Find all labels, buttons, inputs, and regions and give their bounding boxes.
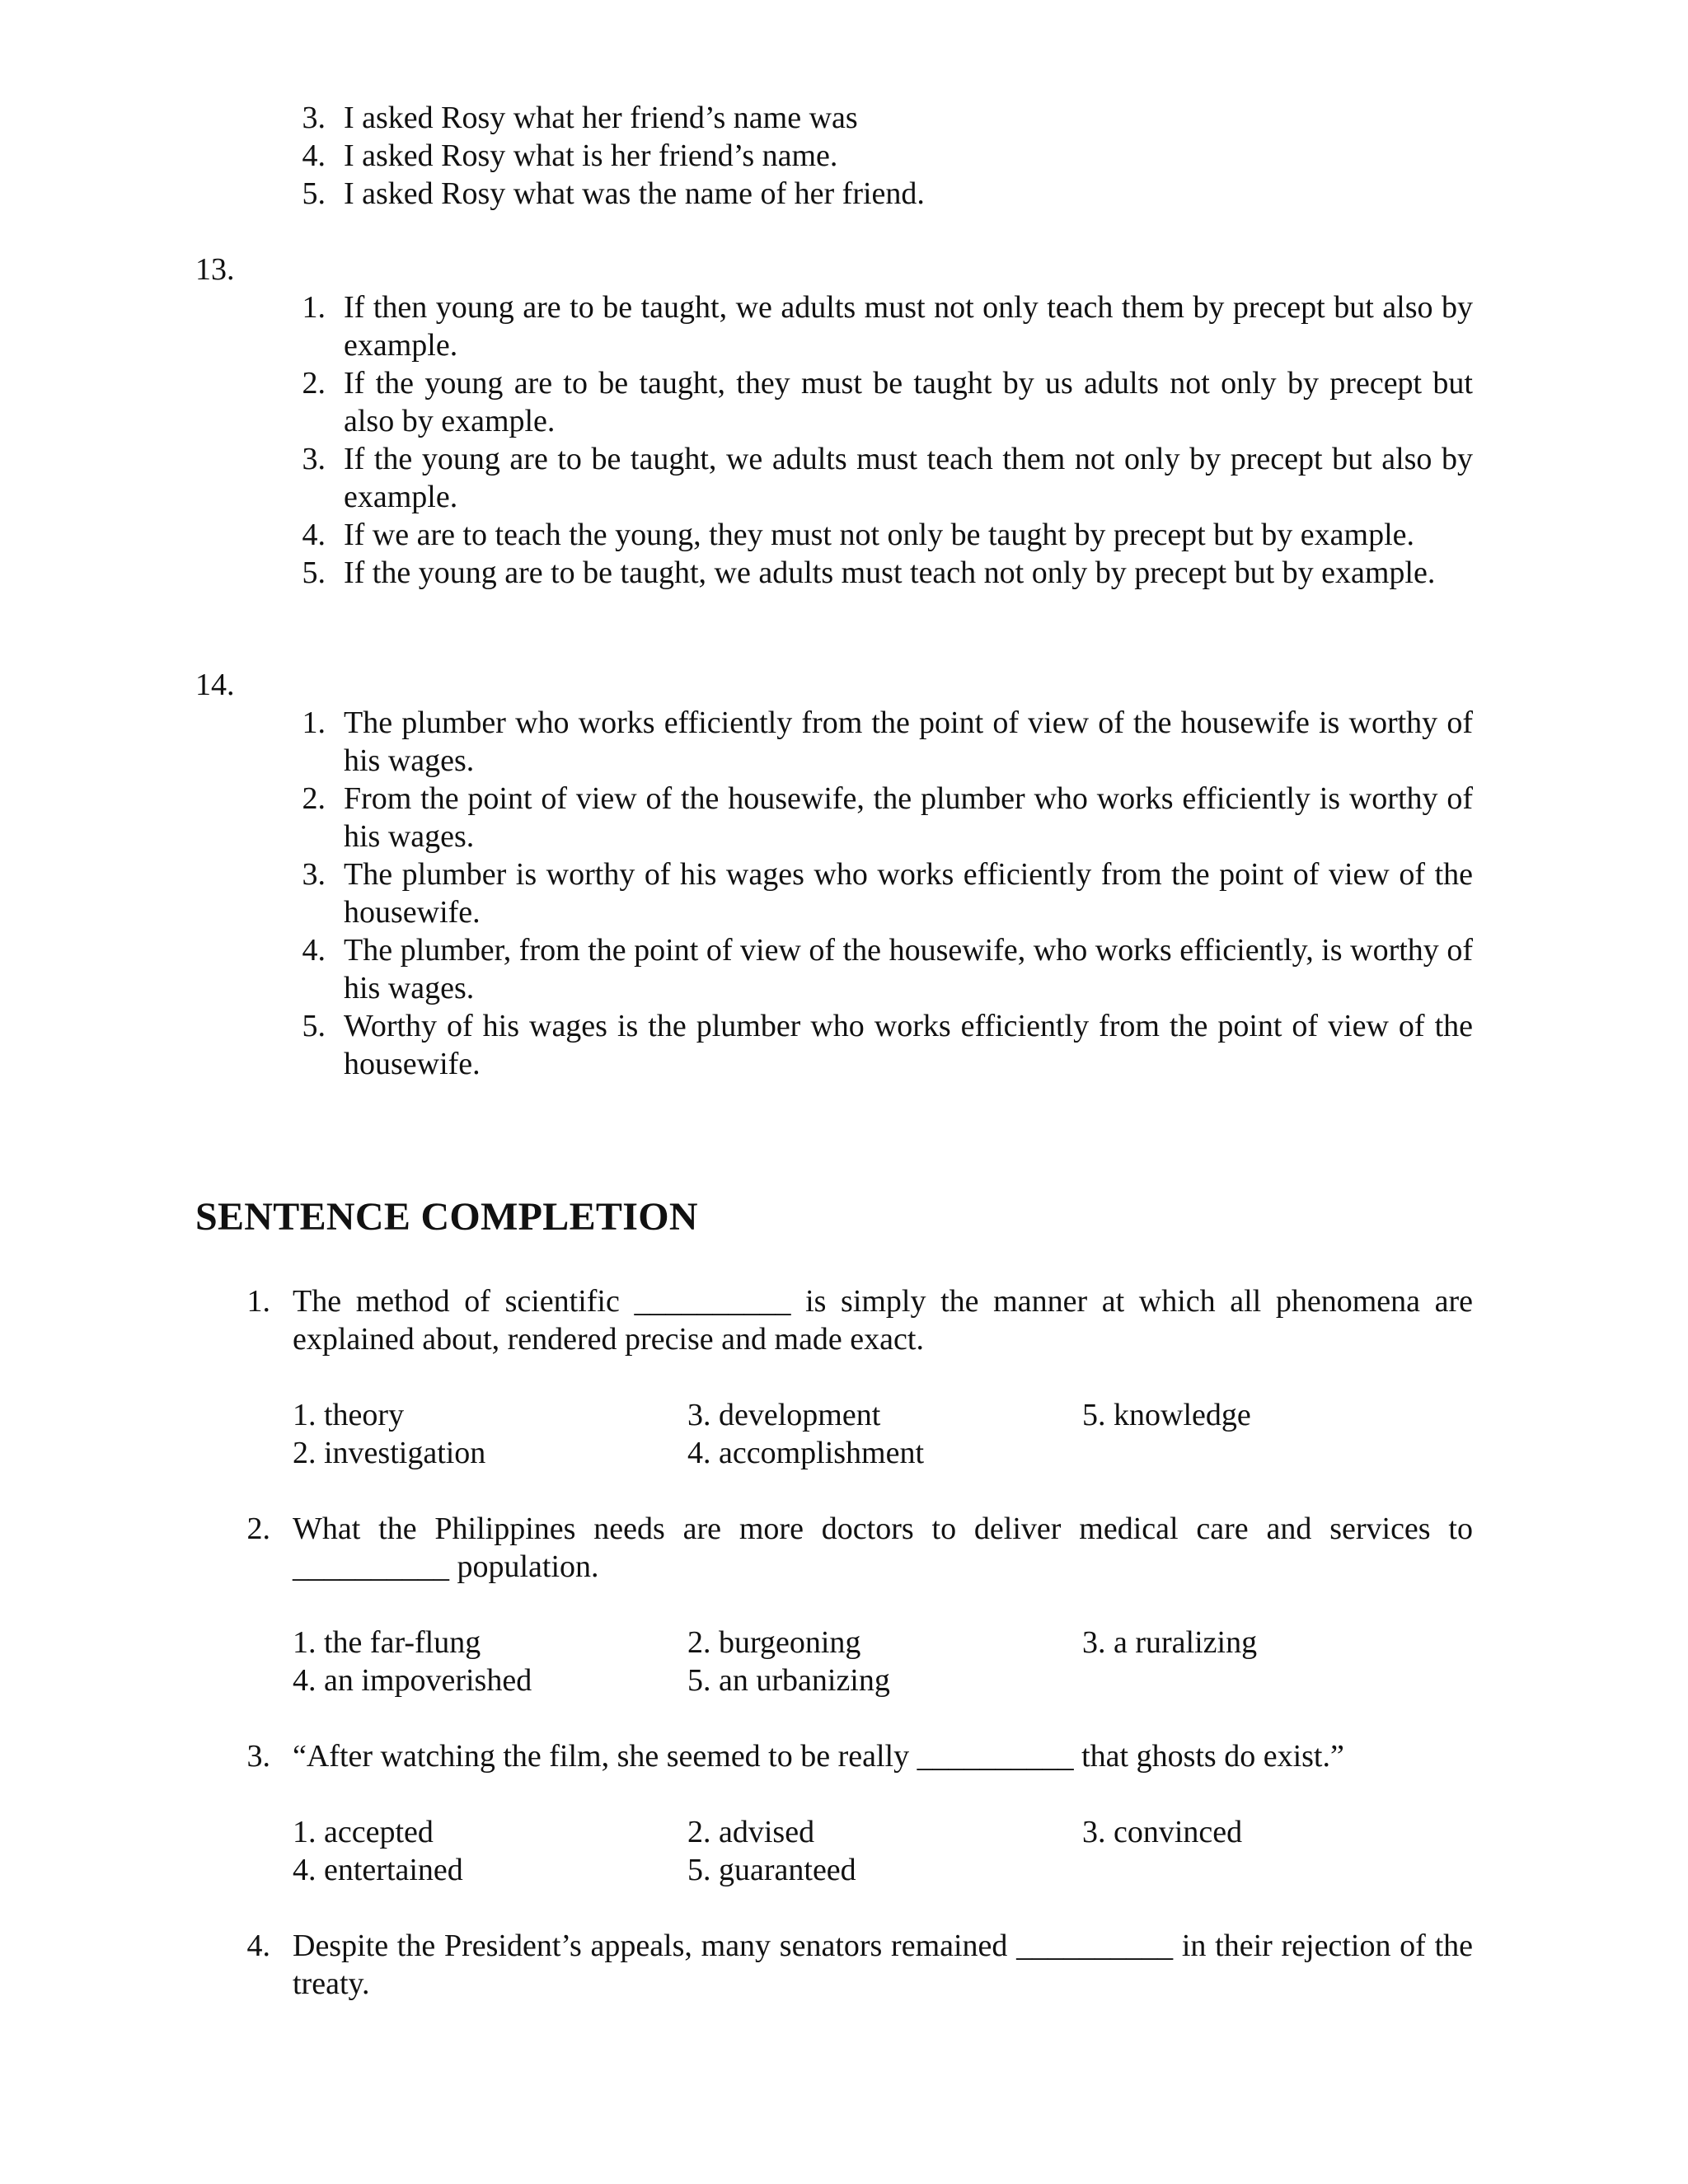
option-text: From the point of view of the housewife, the plumber who works efficiently is worthy of his wages. [344,781,1473,854]
question-13-number: 13. [195,252,235,287]
choice: 5. an urbanizing [687,1663,890,1698]
option-number: 4. [302,138,326,173]
option-text: If the young are to be taught, we adults must teach them not only by precept but also by example. [344,442,1473,514]
option-number: 4. [302,933,326,968]
choice: 4. an impoverished [293,1663,532,1698]
option-text: I asked Rosy what was the name of her friend. [344,176,925,211]
option-text: I asked Rosy what is her friend’s name. [344,138,838,173]
q13-option-5 [293,554,1473,592]
option-text: The plumber who works efficiently from the point of view of the housewife is worthy of his wages. [344,705,1473,778]
option-text: I asked Rosy what her friend’s name was [344,101,858,135]
option-text: If we are to teach the young, they must not only be taught by precept but by example. [344,518,1415,552]
q14-option-5 [293,1007,1473,1083]
prev-option-5 [293,175,1473,213]
question-text: The method of scientific __________ is simply the manner at which all phenomena are explained about, rendered precise and made exact. [293,1284,1473,1357]
option-text: If the young are to be taught, they must be taught by us adults not only by precept but also by example. [344,366,1473,438]
option-number: 3. [302,442,326,476]
q13-option-2 [293,364,1473,440]
choice: 3. convinced [1082,1815,1243,1849]
option-number: 5. [302,1009,326,1043]
q13-option-1 [293,288,1473,364]
option-number: 4. [302,518,326,552]
choice: 2. investigation [293,1436,486,1470]
choice: 1. the far-flung [293,1625,481,1660]
question-text: What the Philippines needs are more doctors to deliver medical care and services to __________ population. [293,1511,1473,1584]
section-title: SENTENCE COMPLETION [195,1195,698,1239]
choice: 2. advised [687,1815,815,1849]
option-text: Worthy of his wages is the plumber who works efficiently from the point of view of the housewife. [344,1009,1473,1081]
choice: 3. a ruralizing [1082,1625,1258,1660]
question-number: 3. [246,1739,270,1774]
choice: 2. burgeoning [687,1625,861,1660]
option-number: 3. [302,857,326,892]
choice: 4. accomplishment [687,1436,925,1470]
sc-question-4 [239,1927,1473,2003]
question-14-number: 14. [195,668,235,702]
prev-option-4 [293,137,1473,175]
choice: 3. development [687,1398,881,1432]
option-number: 3. [302,101,326,135]
option-number: 5. [302,176,326,211]
q14-option-2 [293,780,1473,855]
question-text: Despite the President’s appeals, many senators remained __________ in their rejection of the treaty. [293,1929,1473,2001]
option-number: 1. [302,705,326,740]
prev-option-3 [293,99,1473,137]
question-number: 2. [246,1511,270,1546]
choice: 1. accepted [293,1815,434,1849]
option-number: 5. [302,555,326,590]
choice: 1. theory [293,1398,405,1432]
q13-option-3 [293,440,1473,516]
q14-option-1 [293,704,1473,780]
option-text: The plumber, from the point of view of the housewife, who works efficiently, is worthy of his wages. [344,933,1473,1005]
option-text: If then young are to be taught, we adults must not only teach them by precept but also by example. [344,290,1473,363]
choice: 5. knowledge [1082,1398,1251,1432]
option-number: 1. [302,290,326,325]
option-text: If the young are to be taught, we adults must teach not only by precept but by example. [344,555,1436,590]
q13-option-4 [293,516,1473,554]
question-number: 4. [246,1929,270,1963]
option-number: 2. [302,781,326,816]
option-text: The plumber is worthy of his wages who works efficiently from the point of view of the housewife. [344,857,1473,930]
sc-question-1 [239,1282,1473,1358]
question-text: “After watching the film, she seemed to be really __________ that ghosts do exist.” [293,1739,1344,1774]
question-number: 1. [246,1284,270,1319]
option-number: 2. [302,366,326,401]
sc-question-3 [239,1737,1473,1775]
q14-option-3 [293,855,1473,931]
sc-question-2 [239,1510,1473,1586]
choice: 4. entertained [293,1853,463,1887]
q14-option-4 [293,931,1473,1007]
choice: 5. guaranteed [687,1853,856,1887]
